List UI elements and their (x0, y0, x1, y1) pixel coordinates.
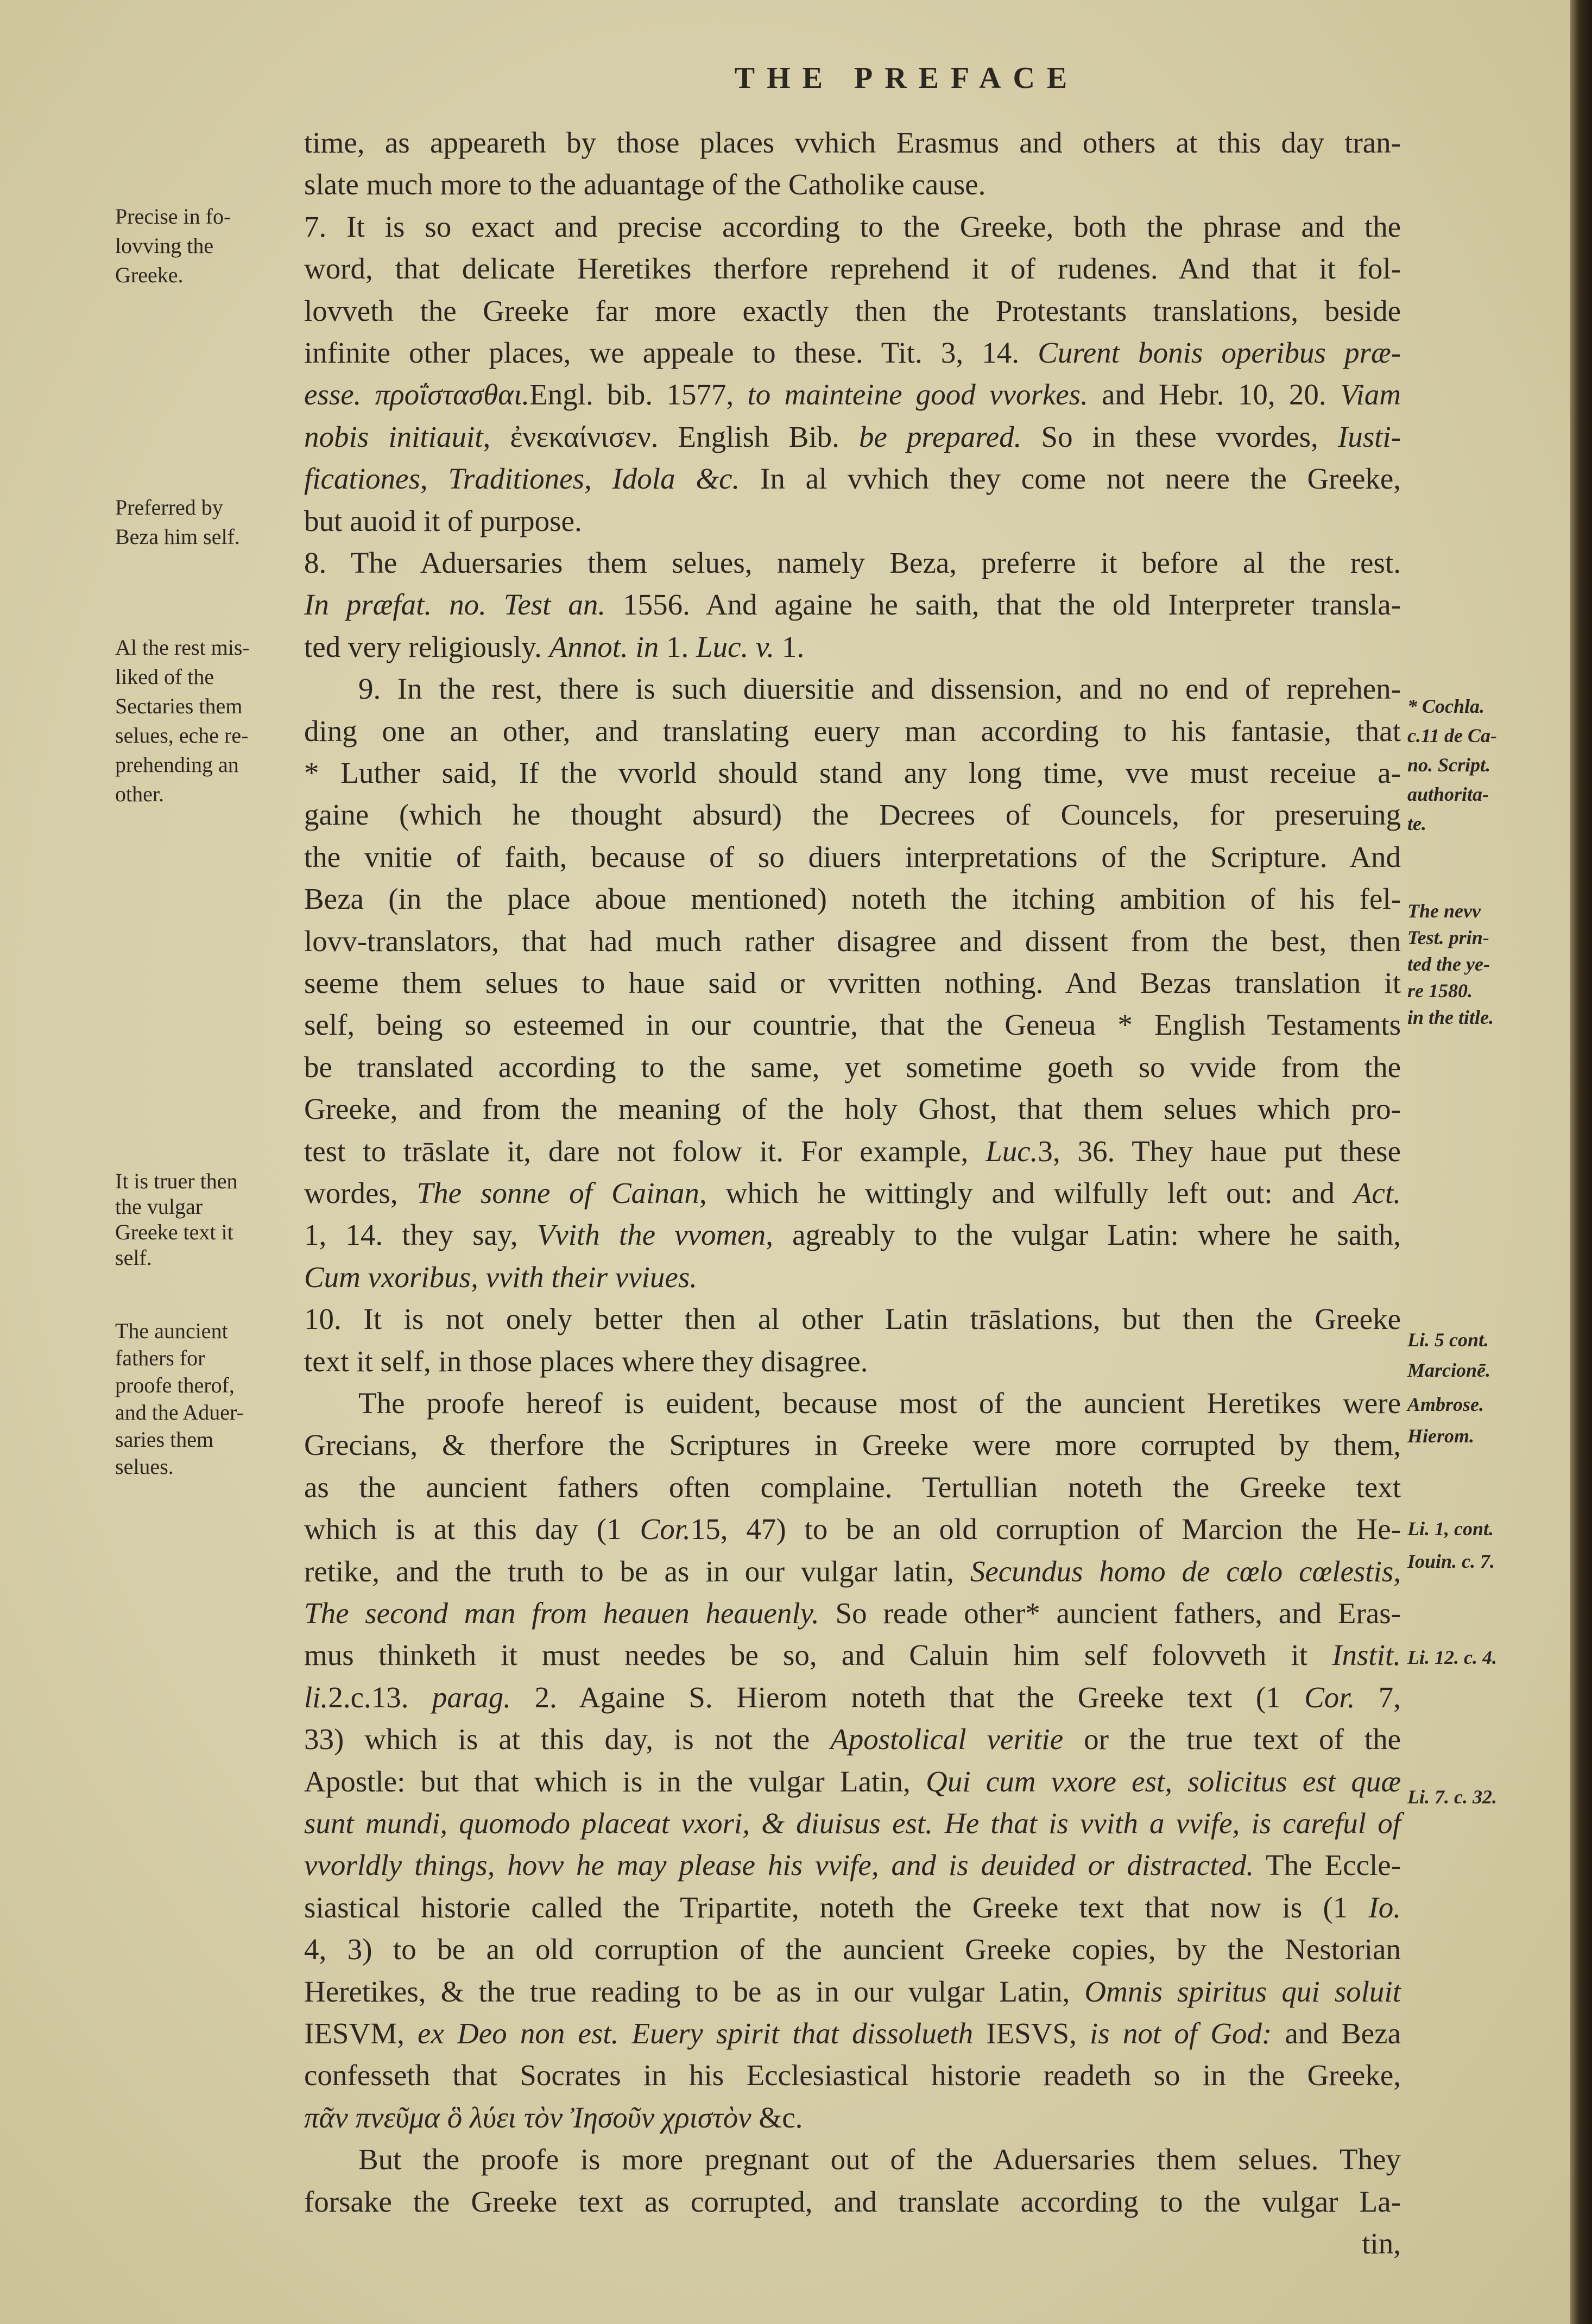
text-line (304, 2222, 1401, 2264)
margin-note-line: Li. 12. c. 4. (1407, 1647, 1497, 1668)
roman-text: time, as appeareth by those places vvhich Erasmus and others at this day tran- (304, 126, 1401, 159)
italic-text: Luc. (985, 1134, 1038, 1168)
margin-note-line: The nevv (1407, 900, 1481, 922)
margin-note (1407, 898, 1494, 1031)
margin-note-line: Al the rest mis- (115, 635, 250, 660)
text-line (304, 1508, 1401, 1550)
text-line (304, 1971, 1401, 2012)
roman-text: IESVM, (304, 2017, 418, 2050)
text-line (304, 1298, 1401, 1340)
roman-text: 10. It is not onely better then al other Latin trāslations, but then the Greeke (304, 1302, 1401, 1336)
roman-text: In al vvhich they come not neere the Greeke, (740, 462, 1401, 496)
margin-note-line: Precise in fo- (115, 204, 231, 229)
text-line (304, 2181, 1401, 2222)
text-line (304, 500, 1401, 542)
roman-text: &c. (751, 2100, 803, 2134)
italic-text: The second man from heauen heauenly. (304, 1597, 819, 1630)
italic-text: Luc. v. (696, 630, 775, 663)
italic-text: Annot. in (549, 630, 659, 663)
roman-text: 7, (1355, 1680, 1401, 1714)
margin-note-line: authorita- (1407, 783, 1489, 805)
roman-text: tin, (1362, 2227, 1401, 2260)
roman-text: Greeke, and from the meaning of the holy Ghost, that them selues which pro- (304, 1092, 1401, 1126)
text-line (304, 1928, 1401, 1970)
text-line (304, 458, 1401, 499)
text-line (304, 2138, 1401, 2180)
roman-text: forsake the Greeke text as corrupted, and translate according to the vulgar La- (304, 2184, 1401, 2218)
roman-text: as the auncient fathers often complaine. Tertullian noteth the Greeke text (304, 1470, 1401, 1504)
text-line (304, 794, 1401, 835)
roman-text: wordes, (304, 1176, 417, 1210)
roman-text: Engl. bib. 1577, (529, 378, 748, 411)
roman-text: 3, 36. They haue put these (1038, 1134, 1401, 1168)
margin-note-line: c.11 de Ca- (1407, 725, 1497, 746)
margin-note-line: lovving the (115, 233, 214, 258)
roman-text: 1. (659, 630, 697, 663)
roman-text: 1, 14. they say, (304, 1218, 537, 1252)
italic-text: is not of God: (1090, 2017, 1272, 2050)
text-line (304, 248, 1401, 289)
roman-text: 2.c.13. (328, 1680, 432, 1714)
text-line (304, 1256, 1401, 1298)
text-line (304, 542, 1401, 584)
italic-text: Act. (1353, 1176, 1401, 1210)
margin-note-line: self. (115, 1245, 152, 1270)
margin-note-line: ted the ye- (1407, 953, 1490, 975)
margin-note (1407, 1512, 1495, 1578)
text-line (304, 163, 1401, 205)
margin-note-line: Ambrose. (1407, 1394, 1484, 1415)
italic-text: parag. (432, 1680, 511, 1714)
margin-note-line: Preferred by (115, 495, 223, 520)
italic-text: Cor. (1304, 1680, 1355, 1714)
margin-note-line: re 1580. (1407, 980, 1473, 1002)
margin-note-line: saries them (115, 1427, 214, 1452)
margin-note-line: te. (1407, 813, 1426, 834)
margin-note-line: It is truer then (115, 1169, 238, 1193)
italic-text: Idola &c. (612, 462, 740, 496)
roman-text: , (420, 462, 448, 496)
roman-text: be translated according to the same, yet sometime goeth so vvide from the (304, 1050, 1401, 1084)
text-line (304, 332, 1401, 373)
margin-note-line: other. (115, 782, 164, 806)
italic-text: Apostolical veritie (830, 1723, 1064, 1756)
margin-note (1407, 1643, 1497, 1672)
text-line (304, 1676, 1401, 1718)
margin-note-line: proofe therof, (115, 1373, 235, 1397)
text-line (304, 2012, 1401, 2054)
text-line (304, 1844, 1401, 1886)
roman-text: The proofe hereof is euident, because most of the auncient Heretikes were (358, 1386, 1401, 1420)
text-line (304, 1340, 1401, 1382)
italic-text: to mainteine good vvorkes. (747, 378, 1088, 411)
text-line (304, 1761, 1401, 1802)
margin-note-line: * Cochla. (1407, 695, 1485, 717)
roman-text: So in these vvordes, (1021, 420, 1338, 453)
margin-note-line: liked of the (115, 664, 214, 689)
italic-text: be prepared. (859, 420, 1022, 453)
text-line (304, 2097, 1401, 2138)
running-header: THE PREFACE (734, 61, 1079, 95)
roman-text: 4, 3) to be an old corruption of the auncient Greeke copies, by the Nestorian (304, 1933, 1401, 1966)
margin-note-line: Marcionē. (1407, 1359, 1490, 1381)
roman-text: and Hebr. 10, 20. (1088, 378, 1340, 411)
italic-text: li. (304, 1680, 328, 1714)
margin-note-line: Greeke text it (115, 1220, 233, 1244)
text-line (304, 416, 1401, 458)
book-binding-edge (1570, 0, 1592, 2324)
roman-text: Heretikes, & the true reading to be as in our vulgar Latin, (304, 1974, 1085, 2008)
margin-note-line: Li. 5 cont. (1407, 1329, 1489, 1351)
margin-note-line: fathers for (115, 1346, 205, 1370)
roman-text: siastical historie called the Tripartite, noteth the Greeke text that now is (1 (304, 1890, 1369, 1924)
text-line (304, 1424, 1401, 1466)
roman-text: word, that delicate Heretikes therfore reprehend it of rudenes. And that it fol- (304, 252, 1401, 286)
text-line (304, 626, 1401, 668)
roman-text: 33) which is at this day, is not the (304, 1723, 831, 1756)
text-line (304, 1214, 1401, 1256)
text-line (304, 290, 1401, 332)
text-line (304, 2054, 1401, 2096)
margin-note-line: Beza him self. (115, 524, 240, 549)
roman-text: infinite other places, we appeale to these. Tit. 3, 14. (304, 336, 1038, 369)
margin-note-line: Test. prin- (1407, 927, 1489, 948)
italic-text: Cum vxoribus, vvith their vviues. (304, 1260, 697, 1294)
roman-text: Apostle: but that which is in the vulgar Latin, (304, 1764, 926, 1798)
text-line (304, 584, 1401, 625)
roman-text: slate much more to the aduantage of the Catholike cause. (304, 168, 986, 201)
margin-note-line: Li. 1, cont. (1407, 1518, 1494, 1540)
margin-note (115, 202, 300, 290)
margin-note-line: The auncient (115, 1319, 228, 1343)
italic-text: Qui cum vxore est, solicitus est quæ (926, 1764, 1401, 1798)
margin-note-line: Greeke. (115, 263, 184, 287)
text-line (304, 836, 1401, 878)
roman-text: 2. Againe S. Hierom noteth that the Greeke text (1 (511, 1680, 1305, 1714)
italic-text: πᾶν πνεῦμα ὃ λύει τὸν Ἰησοῦν χριστὸν (304, 2100, 751, 2134)
text-line (304, 1634, 1401, 1676)
margin-note (1407, 1325, 1490, 1385)
roman-text: confesseth that Socrates in his Ecclesiastical historie readeth so in the Greeke, (304, 2059, 1401, 2092)
margin-note-line: selues. (115, 1454, 174, 1479)
roman-text: , (584, 462, 612, 496)
roman-text: , ἐνεκαίνισεν. English Bib. (483, 420, 860, 453)
margin-note-line: the vulgar (115, 1194, 203, 1219)
roman-text: , which he wittingly and wilfully left out: and (699, 1176, 1354, 1210)
roman-text: ted very religiously. (304, 630, 549, 663)
italic-text: Io. (1368, 1890, 1401, 1924)
margin-note-line: selues, eche re- (115, 723, 249, 748)
text-line (304, 1088, 1401, 1130)
italic-text: Iusti- (1337, 420, 1401, 453)
text-line (304, 1802, 1401, 1844)
margin-note-line: Li. 7. c. 32. (1407, 1786, 1497, 1808)
italic-text: sunt mundi, quomodo placeat vxori, & diuisus est. He that is vvith a vvife, is careful of (304, 1807, 1401, 1840)
roman-text: 1556. And againe he saith, that the old Interpreter transla- (605, 588, 1401, 622)
italic-text: Viam (1340, 378, 1401, 411)
text-line (304, 122, 1401, 163)
roman-text: mus thinketh it must needes be so, and Caluin him self folovveth it (304, 1638, 1332, 1672)
roman-text: 7. It is so exact and precise according to the Greeke, both the phrase and the (304, 210, 1401, 243)
roman-text: which is at this day (1 (304, 1512, 640, 1546)
margin-note (115, 1168, 300, 1270)
text-line (304, 962, 1401, 1004)
margin-note (1407, 1782, 1497, 1812)
text-line (304, 1046, 1401, 1088)
margin-note-line: and the Aduer- (115, 1400, 244, 1424)
margin-note-line: in the title. (1407, 1006, 1494, 1028)
text-line (304, 1130, 1401, 1172)
roman-text: gaine (which he thought absurd) the Decrees of Councels, for preseruing (304, 798, 1401, 832)
margin-note (1407, 692, 1497, 838)
roman-text: Beza (in the place aboue mentioned) noteth the itching ambition of his fel- (304, 882, 1401, 916)
italic-text: Instit. (1332, 1638, 1401, 1672)
text-line (304, 1550, 1401, 1592)
text-line (304, 206, 1401, 248)
text-line (304, 1592, 1401, 1634)
roman-text: retike, and the truth to be as in our vulgar latin, (304, 1554, 970, 1588)
roman-text: 15, 47) to be an old corruption of Marcion the He- (690, 1512, 1401, 1546)
italic-text: Cor. (640, 1512, 691, 1546)
roman-text: and Beza (1272, 2017, 1401, 2050)
italic-text: nobis initiauit (304, 420, 483, 453)
margin-note (115, 493, 300, 552)
roman-text: So reade other* auncient fathers, and Eras- (819, 1597, 1401, 1630)
roman-text: But the proofe is more pregnant out of the Aduersaries them selues. They (358, 2143, 1401, 2176)
italic-text: In præfat. no. Test an. (304, 588, 606, 622)
roman-text: IESVS, (973, 2017, 1090, 2050)
italic-text: Secundus homo de cœlo cœlestis, (970, 1554, 1401, 1588)
text-line (304, 373, 1401, 415)
italic-text: vvorldly things, hovv he may please his vvife, and is deuided or distracted. (304, 1848, 1254, 1882)
roman-text: * Luther said, If the vvorld should stand any long time, vve must receiue a- (304, 756, 1401, 789)
italic-text: ex Deo non est. Euery spirit that dissolueth (418, 2017, 974, 2050)
italic-text: Traditiones (448, 462, 584, 496)
roman-text: test to trāslate it, dare not folow it. For example, (304, 1134, 986, 1168)
text-line (304, 1718, 1401, 1760)
margin-note (115, 1318, 300, 1480)
roman-text: 1. (774, 630, 805, 663)
italic-text: esse. προΐστασθαι. (304, 378, 530, 411)
italic-text: The sonne of Cainan (416, 1176, 699, 1210)
text-line (304, 1886, 1401, 1928)
roman-text: , agreably to the vulgar Latin: where he saith, (766, 1218, 1401, 1252)
text-line (304, 1004, 1401, 1046)
italic-text: ficationes (304, 462, 420, 496)
roman-text: self, being so esteemed in our countrie, that the Geneua * English Testaments (304, 1008, 1401, 1042)
text-line (304, 752, 1401, 794)
roman-text: lovveth the Greeke far more exactly then the Protestants translations, beside (304, 294, 1401, 327)
text-line (304, 1172, 1401, 1214)
margin-note-line: no. Script. (1407, 754, 1491, 776)
text-line (304, 920, 1401, 962)
text-line (304, 710, 1401, 752)
roman-text: 9. In the rest, there is such diuersitie and dissension, and no end of reprehen- (358, 672, 1401, 706)
margin-note-line: Iouin. c. 7. (1407, 1550, 1495, 1572)
italic-text: Omnis spiritus qui soluit (1084, 1974, 1401, 2008)
italic-text: Curent bonis operibus præ- (1038, 336, 1401, 369)
margin-note-line: Sectaries them (115, 694, 243, 718)
roman-text: Grecians, & therfore the Scriptures in Greeke were more corrupted by them, (304, 1428, 1401, 1462)
roman-text: seeme them selues to haue said or vvritten nothing. And Bezas translation it (304, 966, 1401, 999)
margin-note-line: prehending an (115, 752, 239, 777)
roman-text: 8. The Aduersaries them selues, namely Beza, preferre it before al the rest. (304, 546, 1401, 579)
margin-note-line: Hierom. (1407, 1425, 1474, 1447)
roman-text: but auoid it of purpose. (304, 504, 582, 537)
margin-note (115, 633, 300, 809)
italic-text: Vvith the vvomen (536, 1218, 766, 1252)
text-line (304, 1382, 1401, 1424)
roman-text: lovv-translators, that had much rather disagree and dissent from the best, then (304, 924, 1401, 958)
text-line (304, 668, 1401, 710)
roman-text: The Eccle- (1254, 1848, 1401, 1882)
text-line (304, 878, 1401, 920)
roman-text: text it self, in those places where they disagree. (304, 1344, 868, 1378)
text-line (304, 1466, 1401, 1508)
margin-note (1407, 1389, 1484, 1452)
roman-text: the vnitie of faith, because of so diuers interpretations of the Scripture. And (304, 840, 1401, 873)
roman-text: ding one an other, and translating euery man according to his fantasie, that (304, 714, 1401, 748)
roman-text: or the true text of the (1063, 1723, 1401, 1756)
